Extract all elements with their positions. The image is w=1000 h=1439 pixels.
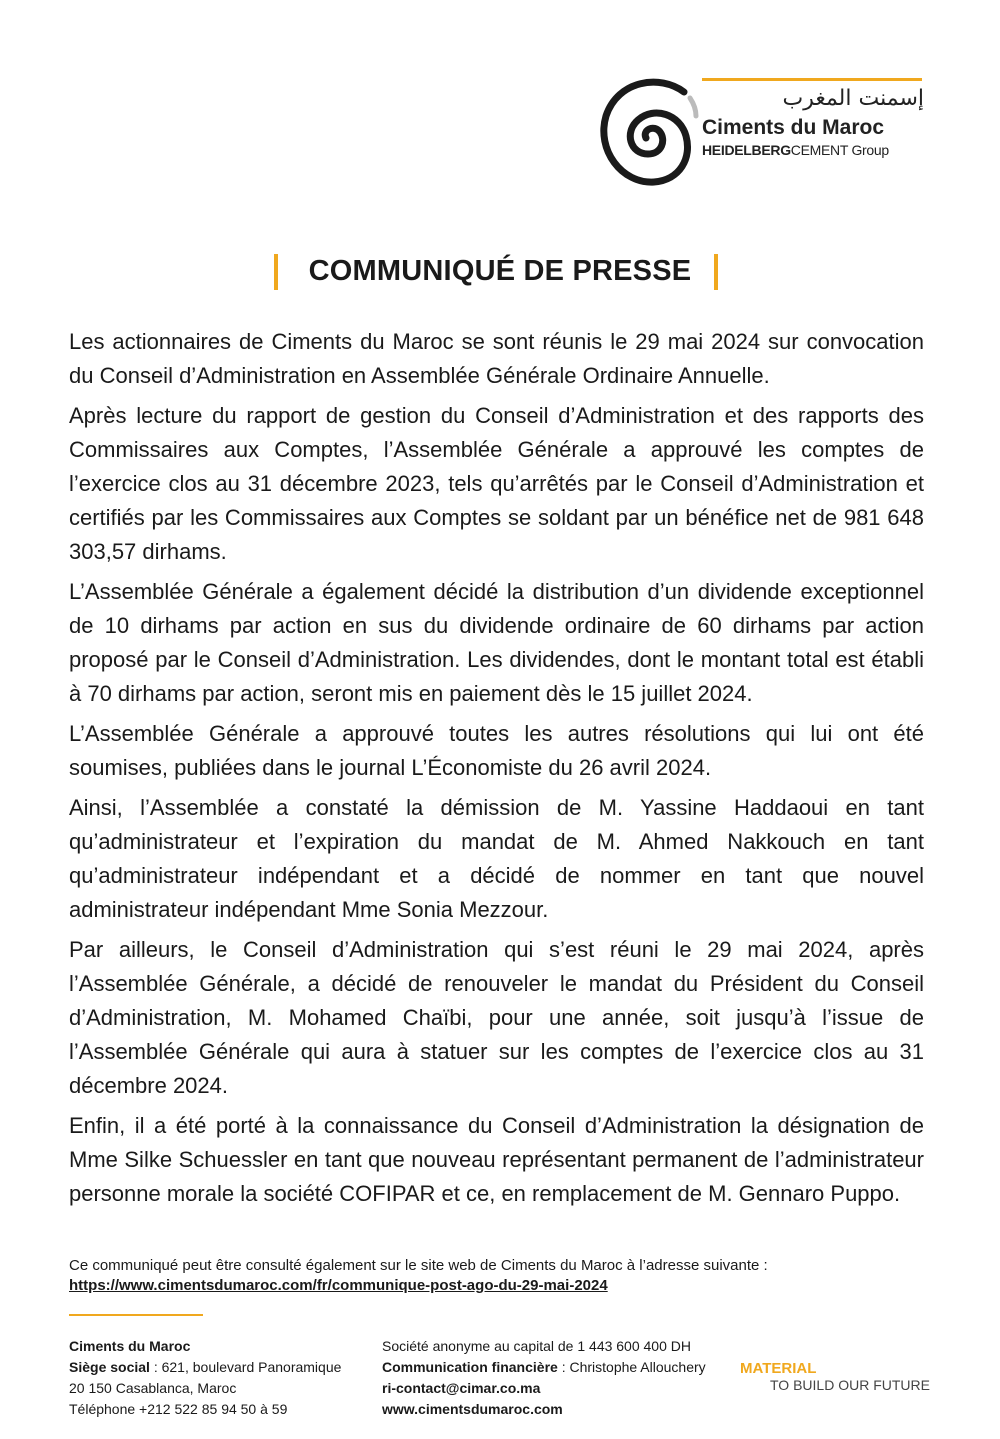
title-bar-right — [714, 254, 718, 290]
paragraph: Enfin, il a été porté à la connaissance du Conseil d’Administration la désignation de Mme Silke Schuessler en tant que nouveau représentant permanent de l’administrateur personne morale la société COFIPAR et ce, en remplacement de M. Gennaro Puppo. — [69, 1113, 924, 1206]
logo-brand-name: Ciments du Maroc — [702, 116, 885, 139]
footer-email[interactable]: ri-contact@cimar.co.ma — [382, 1380, 541, 1396]
logo-group-name: HEIDELBERGCEMENT Group — [702, 142, 889, 158]
company-logo — [598, 74, 928, 190]
paragraph: Les actionnaires de Ciments du Maroc se sont réunis le 29 mai 2024 sur convocation du Conseil d’Administration en Assemblée Générale Ordinaire Annuelle. — [69, 329, 924, 388]
footer-company: Ciments du Maroc — [69, 1338, 191, 1354]
paragraph: Par ailleurs, le Conseil d’Administration qui s’est réuni le 29 mai 2024, après l’Assemblée Générale, a décidé de renouveler le mandat du Président du Conseil d’Administration, M. Mohamed Chaïbi, pour une année, soit jusqu’à l’issue de l’Assemblée Générale qui aura à statuer sur les comptes de l’exercice clos au 31 décembre 2024. — [69, 937, 924, 1098]
logo-arabic-name: إسمنت المغرب — [782, 86, 924, 111]
footer-contact — [382, 1336, 732, 1420]
logo-gold-rule — [702, 78, 922, 81]
website-note — [69, 1256, 929, 1296]
slogan-future: TO BUILD OUR FUTURE — [770, 1377, 930, 1393]
page-title: COMMUNIQUÉ DE PRESSE — [308, 255, 692, 287]
footer-city: 20 150 Casablanca, Maroc — [69, 1380, 237, 1396]
paragraph: Ainsi, l’Assemblée a constaté la démission de M. Yassine Haddaoui en tant qu’administrateur et l’expiration du mandat de M. Ahmed Nakkouch en tant qu’administrateur indépendant et a décidé de nommer en tant que nouvel administrateur indépendant Mme Sonia Mezzour. — [69, 795, 924, 922]
title-block — [0, 250, 1000, 294]
paragraph: L’Assemblée Générale a également décidé la distribution d’un dividende exceptionnel de 10 dirhams par action en sus du dividende ordinaire de 60 dirhams par action proposé par le Conseil d’Administration. Les dividendes, dont le montant total est établi à 70 dirhams par action, seront mis en paiement dès le 15 juillet 2024. — [69, 579, 924, 706]
website-note-text: Ce communiqué peut être consulté également sur le site web de Ciments du Maroc à l’adresse suivante : — [69, 1257, 768, 1274]
paragraph: Après lecture du rapport de gestion du Conseil d’Administration et des rapports des Commissaires aux Comptes, l’Assemblée Générale a approuvé les comptes de l’exercice clos au 31 décembre 2023, tels qu’arrêtés par le Conseil d’Administration et certifiés par les Commissaires aux Comptes se soldant par un bénéfice net de 981 648 303,57 dirhams. — [69, 403, 924, 564]
footer-phone: Téléphone +212 522 85 94 50 à 59 — [69, 1401, 288, 1417]
footer-capital: Société anonyme au capital de 1 443 600 400 DH — [382, 1338, 691, 1354]
footer-seat: Siège social : 621, boulevard Panoramique — [69, 1359, 342, 1375]
footer-gold-rule — [69, 1314, 203, 1316]
footer-slogan — [740, 1360, 940, 1394]
slogan-material: MATERIAL — [740, 1360, 817, 1377]
spiral-logo-icon — [598, 74, 702, 188]
footer-communication: Communication financière : Christophe Allouchery — [382, 1359, 706, 1375]
paragraph: L’Assemblée Générale a approuvé toutes les autres résolutions qui lui ont été soumises, publiées dans le journal L’Économiste du 26 avril 2024. — [69, 721, 924, 780]
footer-address — [69, 1336, 369, 1420]
press-release-link[interactable]: https://www.cimentsdumaroc.com/fr/communique-post-ago-du-29-mai-2024 — [69, 1277, 608, 1294]
press-release-body — [69, 325, 924, 1217]
footer-website[interactable]: www.cimentsdumaroc.com — [382, 1401, 563, 1417]
